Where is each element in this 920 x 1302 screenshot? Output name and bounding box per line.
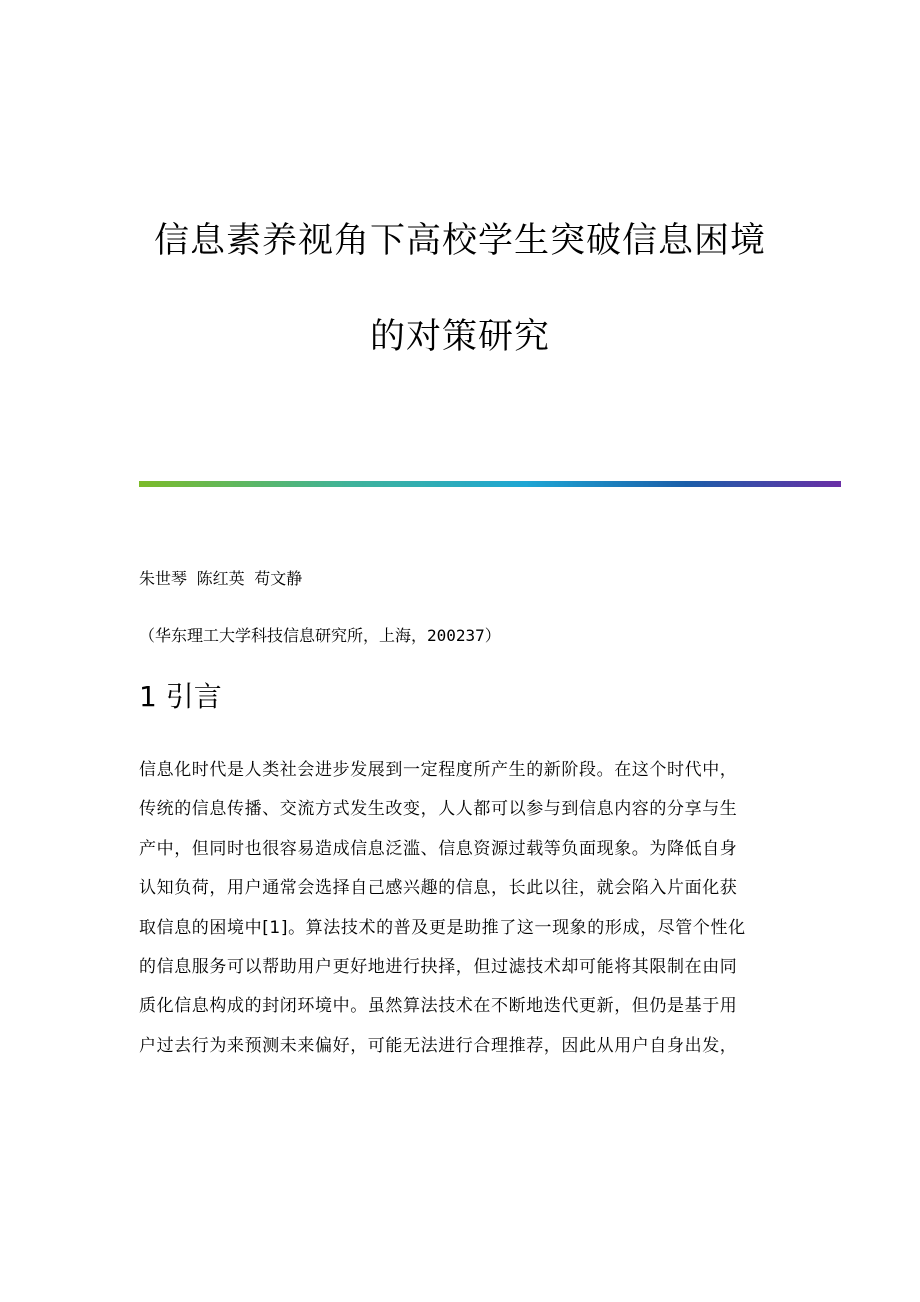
body-text-line: 户过去行为来预测未来偏好，可能无法进行合理推荐，因此从用户自身出发， <box>139 1035 738 1056</box>
body-text-line: 传统的信息传播、交流方式发生改变，人人都可以参与到信息内容的分享与生 <box>139 799 738 820</box>
body-text-line: 的信息服务可以帮助用户更好地进行抉择，但过滤技术却可能将其限制在由同 <box>139 956 738 977</box>
gradient-divider <box>139 481 841 487</box>
body-text-line: 信息化时代是人类社会进步发展到一定程度所产生的新阶段。在这个时代中， <box>139 760 738 780</box>
document-title-line-2: 的对策研究 <box>369 317 550 357</box>
body-text-line: 取信息的困境中[1]。算法技术的普及更是助推了这一现象的形成，尽管个性化 <box>139 917 746 938</box>
author-affiliation: （华东理工大学科技信息研究所，上海，200237） <box>139 626 501 645</box>
body-text-line: 认知负荷，用户通常会选择自己感兴趣的信息，长此以往，就会陷入片面化获 <box>139 878 738 899</box>
body-text-line: 质化信息构成的封闭环境中。虽然算法技术在不断地迭代更新，但仍是基于用 <box>139 996 738 1017</box>
document-title-line-1: 信息素养视角下高校学生突破信息困境 <box>153 221 766 261</box>
author-list: 朱世琴 陈红英 苟文静 <box>139 569 303 588</box>
body-paragraph <box>139 758 781 1073</box>
section-heading-introduction: 1 引言 <box>139 680 222 713</box>
body-text-line: 产中，但同时也很容易造成信息泛滥、信息资源过载等负面现象。为降低自身 <box>139 838 738 859</box>
